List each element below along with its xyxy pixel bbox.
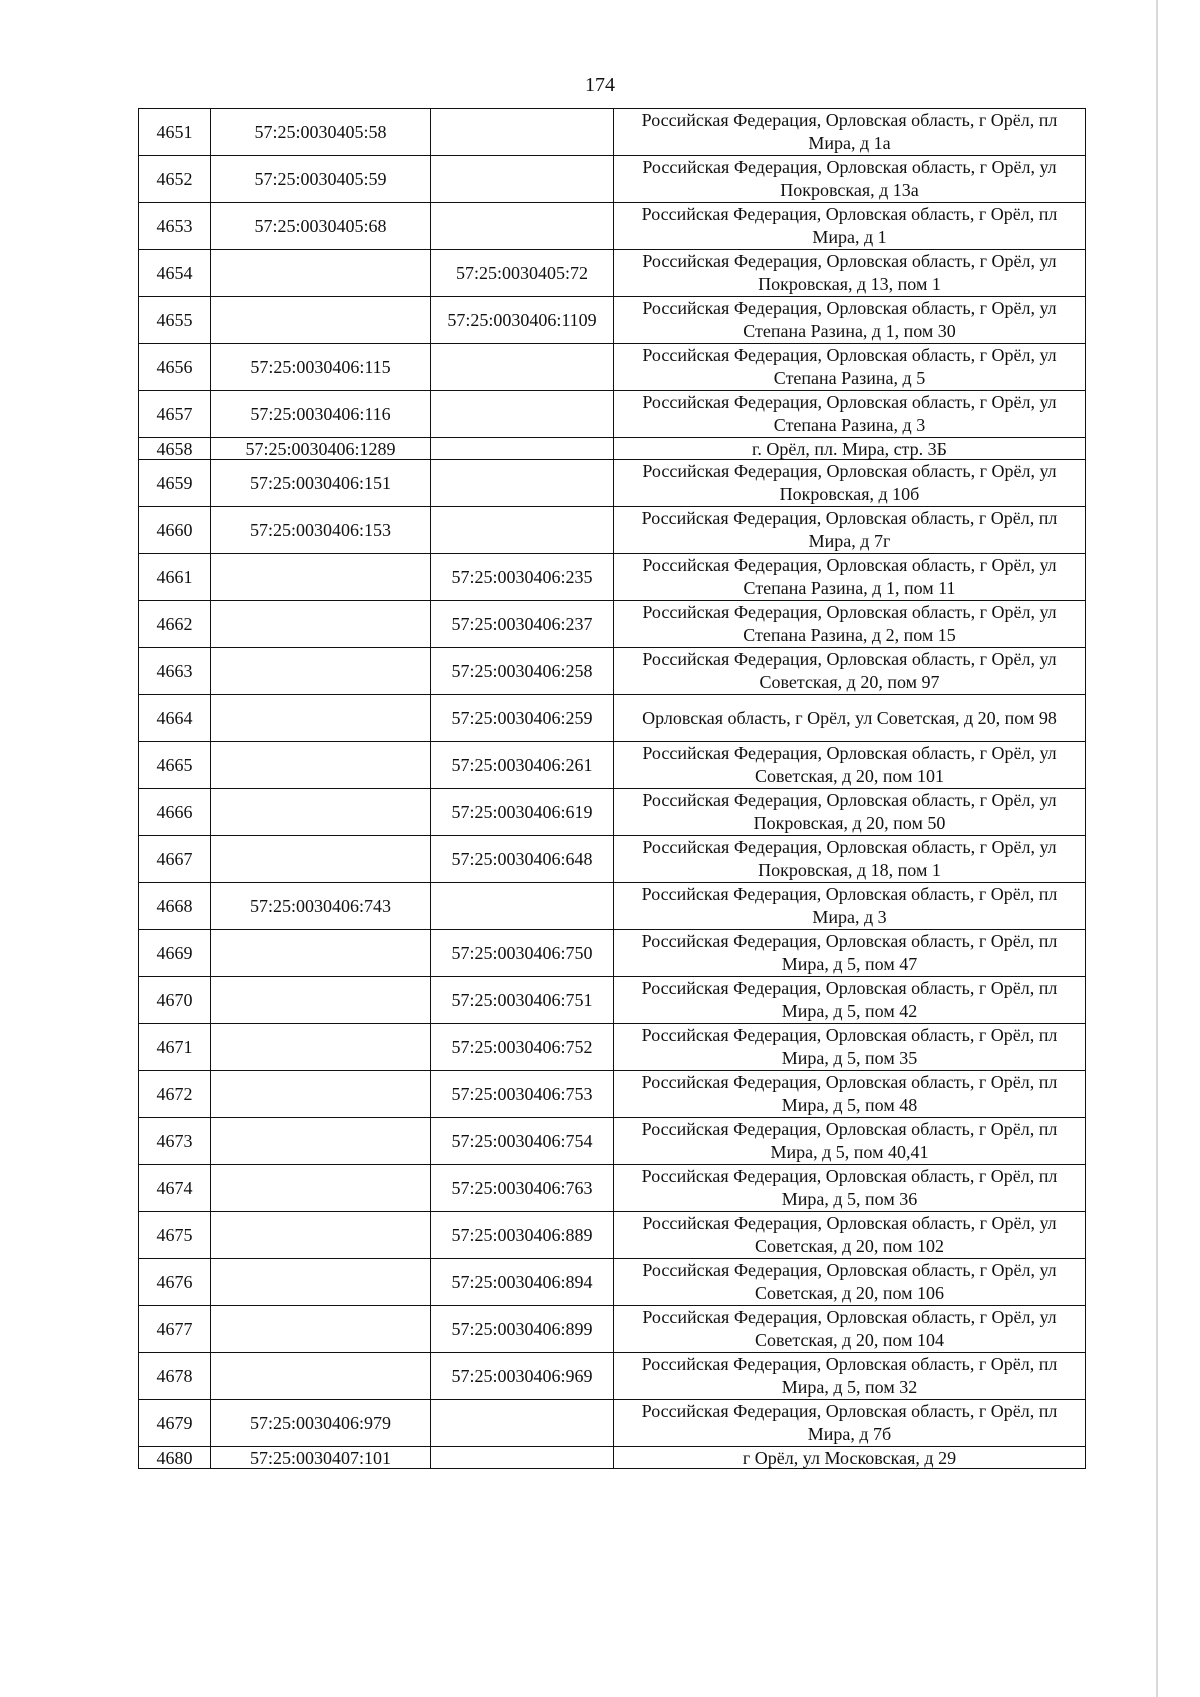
object-number-cell: 57:25:0030406:237 [431,601,614,648]
object-number-cell: 57:25:0030406:894 [431,1259,614,1306]
address-cell: Российская Федерация, Орловская область, г Орёл, ул Советская, д 20, пом 101 [614,742,1086,789]
address-cell: Российская Федерация, Орловская область, г Орёл, пл Мира, д 5, пом 32 [614,1353,1086,1400]
object-number-cell: 57:25:0030406:751 [431,977,614,1024]
address-cell: Российская Федерация, Орловская область, г Орёл, ул Покровская, д 20, пом 50 [614,789,1086,836]
parcel-number-cell [211,1071,431,1118]
row-number-cell: 4654 [139,250,211,297]
table-row [139,977,1086,1024]
address-cell: Российская Федерация, Орловская область, г Орёл, пл Мира, д 1а [614,109,1086,156]
table-row [139,648,1086,695]
address-cell: Российская Федерация, Орловская область, г Орёл, ул Покровская, д 18, пом 1 [614,836,1086,883]
parcel-number-cell [211,789,431,836]
table-row [139,789,1086,836]
object-number-cell: 57:25:0030406:750 [431,930,614,977]
address-cell: Российская Федерация, Орловская область, г Орёл, пл Мира, д 5, пом 48 [614,1071,1086,1118]
address-cell: Российская Федерация, Орловская область, г Орёл, ул Советская, д 20, пом 104 [614,1306,1086,1353]
object-number-cell: 57:25:0030406:259 [431,695,614,742]
address-cell: Российская Федерация, Орловская область, г Орёл, ул Степана Разина, д 5 [614,344,1086,391]
table-row [139,1259,1086,1306]
table-row [139,391,1086,438]
parcel-number-cell [211,977,431,1024]
parcel-number-cell: 57:25:0030407:101 [211,1447,431,1469]
parcel-number-cell: 57:25:0030406:1289 [211,438,431,460]
table-row [139,1400,1086,1447]
address-cell: Российская Федерация, Орловская область, г Орёл, ул Покровская, д 13а [614,156,1086,203]
parcel-number-cell [211,695,431,742]
address-cell: Российская Федерация, Орловская область, г Орёл, ул Советская, д 20, пом 102 [614,1212,1086,1259]
parcel-number-cell [211,554,431,601]
row-number-cell: 4661 [139,554,211,601]
registry-table-body [139,109,1086,1469]
row-number-cell: 4679 [139,1400,211,1447]
table-row [139,1165,1086,1212]
row-number-cell: 4675 [139,1212,211,1259]
row-number-cell: 4665 [139,742,211,789]
row-number-cell: 4658 [139,438,211,460]
table-row [139,109,1086,156]
row-number-cell: 4671 [139,1024,211,1071]
row-number-cell: 4668 [139,883,211,930]
object-number-cell: 57:25:0030406:969 [431,1353,614,1400]
address-cell: Российская Федерация, Орловская область, г Орёл, пл Мира, д 5, пом 40,41 [614,1118,1086,1165]
parcel-number-cell [211,1306,431,1353]
table-row [139,1071,1086,1118]
object-number-cell [431,507,614,554]
address-cell: г Орёл, ул Московская, д 29 [614,1447,1086,1469]
object-number-cell [431,438,614,460]
object-number-cell: 57:25:0030406:619 [431,789,614,836]
row-number-cell: 4659 [139,460,211,507]
object-number-cell: 57:25:0030406:754 [431,1118,614,1165]
table-row [139,438,1086,460]
row-number-cell: 4674 [139,1165,211,1212]
parcel-number-cell [211,930,431,977]
table-row [139,883,1086,930]
address-cell: Российская Федерация, Орловская область, г Орёл, ул Советская, д 20, пом 97 [614,648,1086,695]
object-number-cell: 57:25:0030406:258 [431,648,614,695]
table-row [139,695,1086,742]
object-number-cell [431,883,614,930]
row-number-cell: 4655 [139,297,211,344]
address-cell: Российская Федерация, Орловская область, г Орёл, ул Покровская, д 13, пом 1 [614,250,1086,297]
object-number-cell: 57:25:0030405:72 [431,250,614,297]
row-number-cell: 4657 [139,391,211,438]
row-number-cell: 4651 [139,109,211,156]
object-number-cell [431,203,614,250]
parcel-number-cell [211,1212,431,1259]
parcel-number-cell [211,1118,431,1165]
object-number-cell [431,391,614,438]
address-cell: Российская Федерация, Орловская область, г Орёл, ул Степана Разина, д 2, пом 15 [614,601,1086,648]
address-cell: Российская Федерация, Орловская область, г Орёл, ул Степана Разина, д 1, пом 30 [614,297,1086,344]
parcel-number-cell [211,1353,431,1400]
table-row [139,460,1086,507]
table-row [139,250,1086,297]
parcel-number-cell [211,1024,431,1071]
object-number-cell [431,460,614,507]
parcel-number-cell [211,742,431,789]
parcel-number-cell [211,601,431,648]
address-cell: Российская Федерация, Орловская область, г Орёл, пл Мира, д 1 [614,203,1086,250]
table-row [139,156,1086,203]
table-row [139,1447,1086,1469]
row-number-cell: 4680 [139,1447,211,1469]
parcel-number-cell [211,836,431,883]
address-cell: Российская Федерация, Орловская область, г Орёл, ул Степана Разина, д 1, пом 11 [614,554,1086,601]
object-number-cell [431,1400,614,1447]
parcel-number-cell: 57:25:0030406:115 [211,344,431,391]
parcel-number-cell [211,1165,431,1212]
parcel-number-cell: 57:25:0030406:151 [211,460,431,507]
parcel-number-cell [211,297,431,344]
row-number-cell: 4677 [139,1306,211,1353]
row-number-cell: 4652 [139,156,211,203]
table-row [139,601,1086,648]
parcel-number-cell: 57:25:0030406:116 [211,391,431,438]
table-row [139,836,1086,883]
row-number-cell: 4666 [139,789,211,836]
object-number-cell: 57:25:0030406:753 [431,1071,614,1118]
object-number-cell [431,344,614,391]
object-number-cell: 57:25:0030406:899 [431,1306,614,1353]
row-number-cell: 4663 [139,648,211,695]
object-number-cell: 57:25:0030406:648 [431,836,614,883]
row-number-cell: 4670 [139,977,211,1024]
row-number-cell: 4672 [139,1071,211,1118]
parcel-number-cell [211,250,431,297]
row-number-cell: 4662 [139,601,211,648]
object-number-cell: 57:25:0030406:235 [431,554,614,601]
parcel-number-cell: 57:25:0030406:153 [211,507,431,554]
object-number-cell [431,156,614,203]
address-cell: Российская Федерация, Орловская область, г Орёл, пл Мира, д 5, пом 35 [614,1024,1086,1071]
registry-table [138,108,1086,1469]
address-cell: г. Орёл, пл. Мира, стр. 3Б [614,438,1086,460]
scan-edge-line [1156,0,1158,1697]
parcel-number-cell: 57:25:0030405:58 [211,109,431,156]
address-cell: Орловская область, г Орёл, ул Советская, д 20, пом 98 [614,695,1086,742]
table-row [139,1306,1086,1353]
table-row [139,297,1086,344]
row-number-cell: 4669 [139,930,211,977]
row-number-cell: 4656 [139,344,211,391]
parcel-number-cell: 57:25:0030406:743 [211,883,431,930]
object-number-cell [431,1447,614,1469]
address-cell: Российская Федерация, Орловская область, г Орёл, пл Мира, д 5, пом 47 [614,930,1086,977]
row-number-cell: 4664 [139,695,211,742]
parcel-number-cell [211,1259,431,1306]
table-row [139,203,1086,250]
table-row [139,554,1086,601]
table-row [139,507,1086,554]
object-number-cell: 57:25:0030406:752 [431,1024,614,1071]
address-cell: Российская Федерация, Орловская область, г Орёл, пл Мира, д 5, пом 36 [614,1165,1086,1212]
parcel-number-cell [211,648,431,695]
row-number-cell: 4673 [139,1118,211,1165]
table-row [139,344,1086,391]
address-cell: Российская Федерация, Орловская область, г Орёл, ул Советская, д 20, пом 106 [614,1259,1086,1306]
page-number: 174 [585,74,615,96]
object-number-cell: 57:25:0030406:889 [431,1212,614,1259]
parcel-number-cell: 57:25:0030405:59 [211,156,431,203]
row-number-cell: 4667 [139,836,211,883]
table-row [139,1353,1086,1400]
address-cell: Российская Федерация, Орловская область, г Орёл, ул Степана Разина, д 3 [614,391,1086,438]
address-cell: Российская Федерация, Орловская область, г Орёл, пл Мира, д 7б [614,1400,1086,1447]
object-number-cell: 57:25:0030406:1109 [431,297,614,344]
object-number-cell: 57:25:0030406:261 [431,742,614,789]
table-row [139,1212,1086,1259]
address-cell: Российская Федерация, Орловская область, г Орёл, пл Мира, д 7г [614,507,1086,554]
object-number-cell [431,109,614,156]
row-number-cell: 4653 [139,203,211,250]
row-number-cell: 4676 [139,1259,211,1306]
table-row [139,930,1086,977]
table-row [139,742,1086,789]
row-number-cell: 4660 [139,507,211,554]
parcel-number-cell: 57:25:0030405:68 [211,203,431,250]
table-row [139,1118,1086,1165]
address-cell: Российская Федерация, Орловская область, г Орёл, ул Покровская, д 10б [614,460,1086,507]
address-cell: Российская Федерация, Орловская область, г Орёл, пл Мира, д 5, пом 42 [614,977,1086,1024]
row-number-cell: 4678 [139,1353,211,1400]
table-row [139,1024,1086,1071]
parcel-number-cell: 57:25:0030406:979 [211,1400,431,1447]
address-cell: Российская Федерация, Орловская область, г Орёл, пл Мира, д 3 [614,883,1086,930]
object-number-cell: 57:25:0030406:763 [431,1165,614,1212]
